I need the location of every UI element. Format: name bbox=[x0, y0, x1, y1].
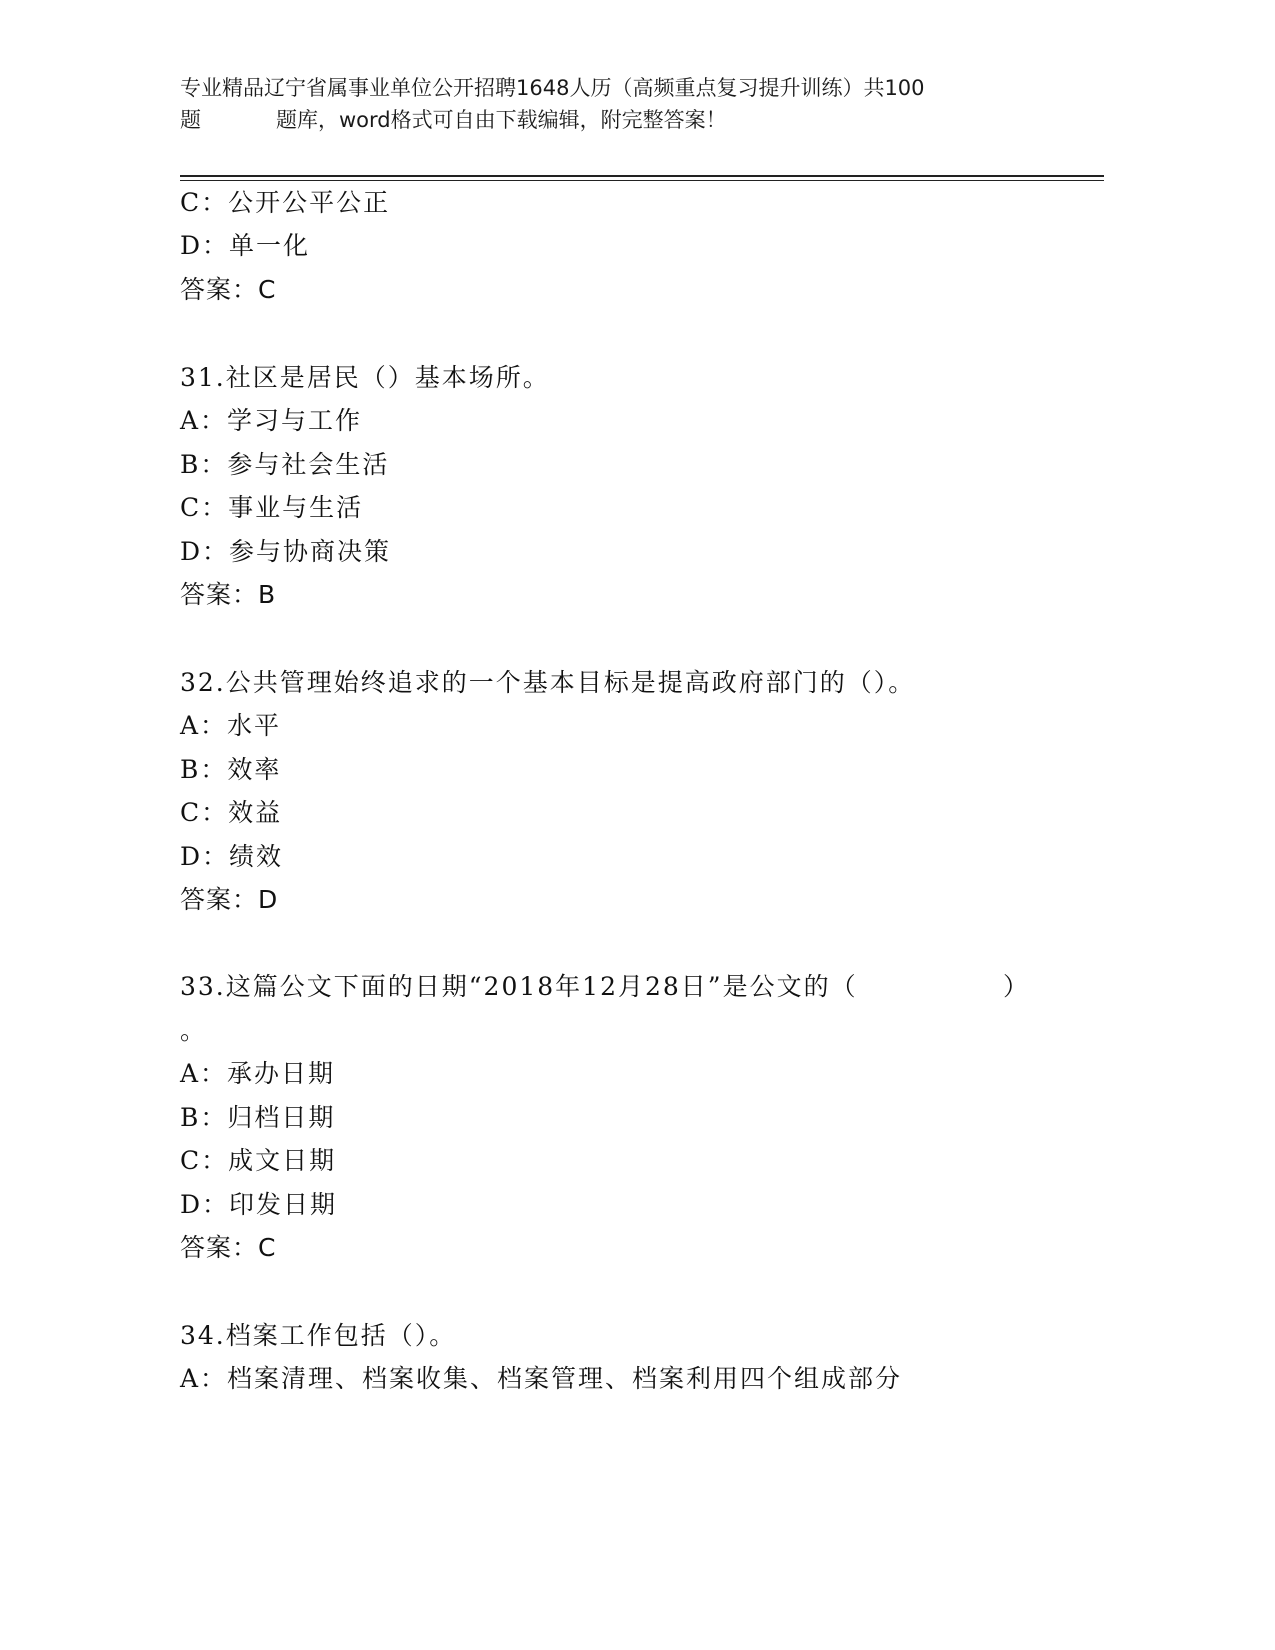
option-a: A：承办日期 bbox=[180, 1059, 336, 1088]
document-header bbox=[180, 72, 1080, 136]
question-stem: 33.这篇公文下面的日期“2018年12月28日”是公文的（ bbox=[180, 972, 858, 1001]
option-d: D：印发日期 bbox=[180, 1190, 338, 1219]
header-title-line2 bbox=[180, 104, 1080, 136]
option-c: C：成文日期 bbox=[180, 1146, 337, 1175]
question-stem: 34.档案工作包括（）。 bbox=[180, 1321, 457, 1350]
header-title-line2-lead: 题 bbox=[180, 108, 201, 132]
header-title-line2-rest: 题库，word格式可自由下载编辑，附完整答案！ bbox=[276, 108, 727, 132]
option-b: B：效率 bbox=[180, 755, 282, 784]
option-a: A：档案清理、档案收集、档案管理、档案利用四个组成部分 bbox=[180, 1364, 903, 1393]
option-c: C：事业与生活 bbox=[180, 493, 364, 522]
option-a: A：水平 bbox=[180, 711, 282, 740]
option-b: B：归档日期 bbox=[180, 1103, 336, 1132]
answer-line: 答案：B bbox=[180, 580, 277, 609]
option-c: C：效益 bbox=[180, 798, 283, 827]
option-d: D：绩效 bbox=[180, 842, 284, 871]
option-b: B：参与社会生活 bbox=[180, 450, 390, 479]
option-c: C：公开公平公正 bbox=[180, 188, 391, 217]
option-a: A：学习与工作 bbox=[180, 406, 363, 435]
question-stem-continuation: 。 bbox=[180, 1016, 208, 1045]
header-title-line1: 专业精品辽宁省属事业单位公开招聘1648人历（高频重点复习提升训练）共100 bbox=[180, 76, 925, 100]
header-divider-thin bbox=[180, 180, 1104, 181]
header-divider-thick bbox=[180, 175, 1104, 177]
question-stem: 32.公共管理始终追求的一个基本目标是提高政府部门的（）。 bbox=[180, 668, 916, 697]
answer-line: 答案：D bbox=[180, 885, 279, 914]
answer-line: 答案：C bbox=[180, 275, 277, 304]
question-stem-closing-paren: ） bbox=[1003, 972, 1031, 1001]
question-stem: 31.社区是居民（）基本场所。 bbox=[180, 363, 550, 392]
option-d: D：单一化 bbox=[180, 231, 311, 260]
option-d: D：参与协商决策 bbox=[180, 537, 392, 566]
answer-line: 答案：C bbox=[180, 1233, 277, 1262]
